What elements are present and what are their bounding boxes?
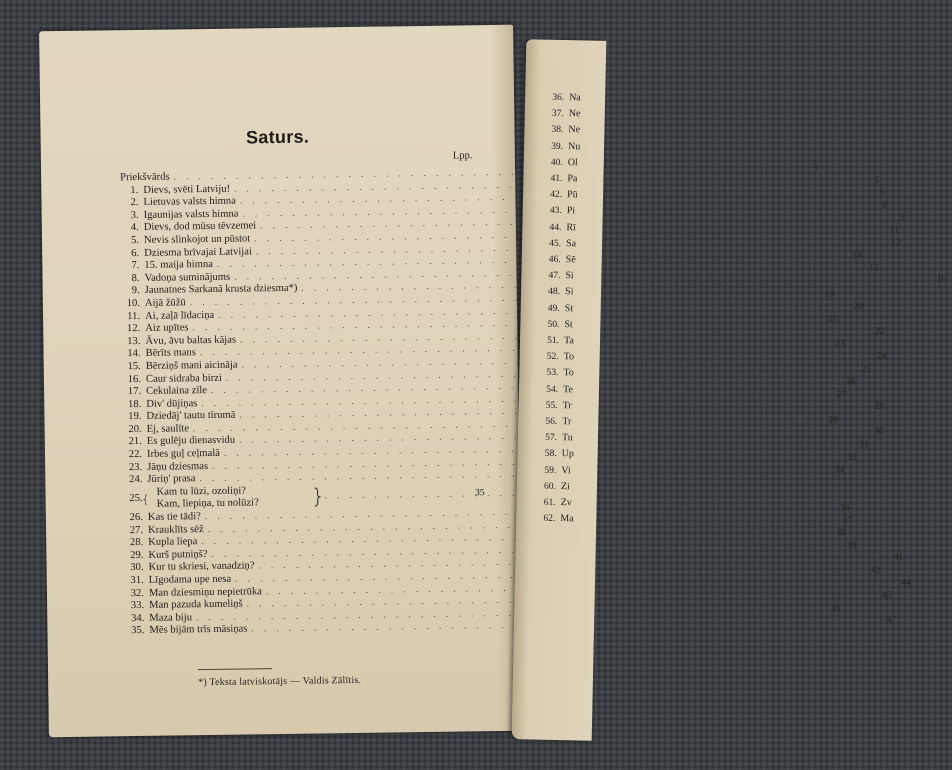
next-page-entry bbox=[541, 399, 572, 411]
toc-entry-title: Vadoņa suminājums bbox=[144, 271, 231, 284]
next-page-entry-number: 51. bbox=[547, 335, 560, 346]
toc-entry-number: 22. bbox=[128, 449, 143, 461]
toc-entry-page: 32 bbox=[847, 452, 857, 463]
next-page-entry bbox=[542, 335, 574, 347]
next-page-entry-number: 60. bbox=[543, 481, 557, 492]
next-page-entry-title: Si bbox=[564, 286, 574, 298]
toc-entry-number: 12. bbox=[126, 323, 141, 335]
toc-entry-number: 30. bbox=[130, 562, 144, 574]
toc-entry-number: 2. bbox=[130, 197, 139, 209]
toc-entry-number: 18. bbox=[127, 398, 142, 410]
next-page-entry bbox=[543, 302, 574, 314]
next-page-entry-number: 57. bbox=[545, 432, 558, 444]
toc-entry-page: 31 bbox=[859, 439, 869, 450]
next-book-page bbox=[512, 39, 607, 741]
toc-entry-page: 26 bbox=[846, 377, 856, 388]
toc-entry-number: 6. bbox=[131, 247, 140, 259]
next-page-entry-number: 50. bbox=[547, 319, 560, 330]
toc-entry-page: 47 bbox=[886, 615, 897, 626]
footnote-rule bbox=[198, 668, 272, 670]
toc-entry-number: 9. bbox=[131, 285, 140, 297]
toc-entry-number: 24. bbox=[129, 474, 143, 486]
next-page-entry-title: Sē bbox=[565, 254, 576, 266]
next-page-entry-number: 39. bbox=[551, 141, 564, 152]
toc-entry-title: Dziedāj' tautu tīrumā bbox=[146, 409, 236, 423]
next-page-entry bbox=[545, 189, 578, 201]
toc-entry-number: 28. bbox=[129, 537, 144, 549]
toc-entry-title: Kas tie tādi? bbox=[147, 511, 201, 523]
next-page-entry-title: Vi bbox=[561, 464, 571, 476]
toc-entry-title: Līgodama upe nesa bbox=[148, 573, 232, 586]
toc-entry-title: Jāņu dziesmas bbox=[147, 460, 209, 473]
toc-entry-number: 33. bbox=[130, 600, 145, 612]
next-page-entry bbox=[540, 448, 574, 460]
next-page-entry-title: Ol bbox=[567, 156, 578, 169]
toc-entry-title: Jūriņ' prasa bbox=[147, 473, 196, 486]
toc-entry-title: Dievs, dod mūsu tēvzemei bbox=[143, 220, 257, 234]
next-page-entry bbox=[539, 497, 572, 509]
toc-entry-title: Div' dūjiņas bbox=[146, 397, 198, 410]
toc-entry-page: 9 bbox=[900, 212, 905, 223]
toc-entry-title: Kurš putniņš? bbox=[148, 548, 208, 561]
toc-entry-page: 8 bbox=[882, 200, 888, 211]
next-page-entry-title: Sa bbox=[565, 237, 577, 250]
toc-entry-title: Kam tu lūzi, ozoliņi? bbox=[156, 485, 247, 498]
next-page-entry-title: St bbox=[564, 318, 573, 331]
toc-entry-page: 45 bbox=[881, 590, 892, 601]
toc-entry-title: Cekulaina zīle bbox=[146, 385, 208, 397]
toc-entry-page: 14 bbox=[852, 251, 862, 262]
toc-entry-title: Caur sidraba birzi bbox=[145, 372, 222, 385]
next-page-entry-title: Ne bbox=[568, 124, 581, 136]
toc-entry-page: 37 bbox=[842, 515, 853, 526]
next-page-entry-title: St bbox=[564, 302, 574, 314]
next-page-entry bbox=[540, 432, 573, 444]
toc-entry-page: 36 bbox=[839, 503, 850, 514]
next-page-entry bbox=[540, 416, 571, 428]
page-number-header: Lpp. bbox=[452, 150, 473, 162]
toc-entry-title: Dievs, svēti Latviju! bbox=[143, 183, 231, 196]
toc-entry-number: 25. bbox=[129, 492, 143, 504]
toc-entry-page: 29 bbox=[828, 415, 838, 426]
next-page-entry bbox=[543, 270, 574, 282]
toc-entry-number: 27. bbox=[129, 524, 144, 536]
toc-entry-page: 23 bbox=[835, 339, 845, 350]
toc-entry-page: 35 bbox=[475, 488, 485, 499]
dot-leader bbox=[325, 488, 459, 500]
toc-entry-page: 34 bbox=[834, 465, 845, 476]
next-page-entry-title: Zv bbox=[560, 497, 572, 509]
toc-entry-page: 3 bbox=[813, 163, 819, 174]
toc-entry-title: 15. maija himna bbox=[144, 259, 214, 272]
next-page-entry bbox=[541, 367, 574, 379]
toc-entry-title: Āvu, āvu baltas kājas bbox=[145, 334, 237, 347]
next-page-entry bbox=[545, 205, 576, 217]
next-page-entry-number: 49. bbox=[547, 303, 560, 314]
toc-entry-title: Ej, saulīte bbox=[146, 423, 190, 435]
next-page-entry bbox=[539, 480, 570, 492]
next-page-entry-number: 59. bbox=[544, 465, 557, 476]
toc-entry-number: 3. bbox=[130, 209, 139, 221]
next-page-entry-title: Tu bbox=[561, 432, 573, 444]
toc-entry-number: 31. bbox=[130, 574, 144, 587]
toc-entry-number: 15. bbox=[127, 360, 141, 373]
next-page-entry-number: 55. bbox=[545, 400, 558, 411]
next-page-entry-number: 40. bbox=[550, 157, 563, 168]
toc-entry-title: Kur tu skriesi, vanadziņ? bbox=[148, 560, 255, 574]
next-page-entry bbox=[543, 286, 574, 298]
next-page-entry-title: Pa bbox=[567, 173, 578, 185]
next-page-entry-number: 46. bbox=[548, 254, 561, 266]
toc-entry-title: Irbes guļ ceļmalā bbox=[146, 447, 221, 460]
toc-entry-title: Man dziesmiņu nepietrūka bbox=[148, 585, 262, 599]
left-brace bbox=[143, 487, 153, 512]
next-page-entry-number: 53. bbox=[546, 368, 559, 379]
toc-entry-page: 30 bbox=[874, 427, 884, 438]
next-page-entry-number: 62. bbox=[543, 513, 556, 525]
toc-entry-page: 28 bbox=[874, 401, 885, 412]
next-page-entry bbox=[547, 108, 581, 120]
toc-entry-title: Aiz upītes bbox=[145, 322, 189, 335]
toc-entry-number: 5. bbox=[130, 234, 140, 247]
toc-entry-number: 16. bbox=[127, 373, 142, 385]
toc-entry-page: 44 bbox=[901, 577, 911, 588]
next-page-entry-title: Te bbox=[562, 383, 573, 395]
toc-entry-title: Ai, zaļā līdaciņa bbox=[145, 309, 215, 322]
toc-entry-title: Krauklīts sēž bbox=[147, 523, 204, 536]
next-page-entry-number: 38. bbox=[551, 125, 564, 136]
toc-entry-title: Bērīts mans bbox=[145, 347, 197, 360]
toc-entry-page: 11 bbox=[889, 225, 900, 236]
toc-entry-number: 20. bbox=[128, 423, 142, 436]
toc-entry-pair bbox=[124, 482, 484, 512]
toc-entry-title: Maza biju bbox=[149, 612, 193, 624]
next-page-entry-number: 45. bbox=[549, 238, 562, 249]
next-page-entry-title: Up bbox=[561, 448, 575, 460]
toc-entry-title: Kupla liepa bbox=[148, 536, 198, 549]
next-page-entry bbox=[545, 173, 577, 185]
toc-entry-title: Bērziņš mani aicināja bbox=[145, 359, 238, 372]
next-page-entry bbox=[542, 351, 575, 363]
toc-entry-title: Jaunatnes Sarkanā krusta dziesma*) bbox=[144, 283, 298, 297]
toc-entry-number: 34. bbox=[130, 612, 145, 624]
toc-entry-page: 27 bbox=[836, 389, 847, 400]
next-page-entry-title: Ta bbox=[563, 335, 575, 347]
next-page-entry-title: Si bbox=[565, 270, 574, 282]
next-page-entry-number: 58. bbox=[544, 449, 557, 460]
next-page-entry bbox=[546, 140, 580, 152]
next-page-entry-number: 42. bbox=[550, 189, 563, 201]
toc-entry-page: 42 bbox=[870, 565, 880, 576]
toc-entry-number: 32. bbox=[130, 587, 145, 599]
next-page-entry-title: Rī bbox=[566, 221, 576, 233]
next-page-entry-number: 43. bbox=[549, 206, 562, 217]
next-page-entry-number: 61. bbox=[543, 497, 556, 508]
toc-entry-page: 6 bbox=[879, 187, 885, 198]
next-page-entry bbox=[539, 464, 571, 476]
right-brace bbox=[314, 485, 320, 508]
toc-entry-title: Priekšvārds bbox=[120, 171, 170, 184]
toc-entry-page: 20 bbox=[853, 301, 863, 312]
toc-entry-number: 19. bbox=[128, 411, 142, 423]
toc-entry-title: Nevis slinkojot un pūstot bbox=[143, 233, 251, 246]
next-page-entry-title: Ne bbox=[568, 108, 581, 120]
next-page-entry bbox=[546, 156, 578, 168]
toc-entry-number: 21. bbox=[128, 436, 142, 448]
next-page-entry-title: Tr bbox=[562, 399, 572, 412]
next-page-entry-title: Ma bbox=[560, 513, 574, 525]
footnote: *) Teksta latviskotājs — Valdis Zālītis. bbox=[198, 674, 362, 689]
toc-entry-page: 38 bbox=[836, 528, 847, 539]
next-page-entry bbox=[546, 124, 580, 136]
next-page-entry bbox=[538, 513, 574, 525]
toc-entry-page: 12 bbox=[890, 237, 901, 249]
toc-entry-page: 16 bbox=[936, 275, 947, 286]
toc-entry-number: 4. bbox=[130, 222, 139, 234]
next-page-entry bbox=[544, 237, 576, 249]
toc-entry-page: 15 bbox=[869, 263, 879, 274]
toc-entry-page: 21 bbox=[827, 314, 838, 325]
next-page-entry bbox=[544, 221, 576, 233]
toc-entry-number: 11. bbox=[127, 310, 141, 322]
next-page-entry-number: 41. bbox=[550, 173, 563, 185]
next-page-entry-number: 44. bbox=[549, 222, 562, 233]
toc-entry-page: 25 bbox=[860, 364, 871, 375]
next-page-entry-title: Na bbox=[569, 92, 581, 104]
next-page-entry-title: Zi bbox=[560, 480, 570, 493]
next-page-entry-title: Pū bbox=[566, 189, 578, 201]
next-page-entry-number: 37. bbox=[551, 108, 564, 120]
next-page-entry-number: 54. bbox=[546, 384, 559, 395]
next-page-entry bbox=[542, 318, 573, 330]
next-page-entry-number: 47. bbox=[548, 270, 561, 282]
toc-entry-page: 22 bbox=[875, 326, 885, 337]
next-page-entry bbox=[541, 383, 573, 395]
toc-entry-page: 45 bbox=[831, 603, 841, 615]
toc-entry-page: 5 bbox=[873, 175, 879, 186]
next-page-entry-title: Tr bbox=[562, 416, 572, 428]
toc-entry-title: Dziesma brīvajai Latvijai bbox=[144, 245, 252, 259]
next-page-entry-number: 48. bbox=[548, 287, 561, 298]
next-page-entry bbox=[544, 254, 576, 266]
toc-entry-number: 7. bbox=[131, 260, 140, 272]
next-page-entry-number: 36. bbox=[552, 92, 565, 104]
toc-entry-number: 14. bbox=[127, 348, 141, 360]
page-title: Saturs. bbox=[245, 126, 310, 148]
toc-entry-number: 23. bbox=[128, 461, 143, 473]
toc-entry-title: Aijā žūžū bbox=[144, 297, 186, 309]
toc-entry-title: Es gulēju dienasvidu bbox=[146, 435, 236, 448]
toc-entry-title: Mēs bijām trīs māsiņas bbox=[149, 623, 248, 637]
next-page-entry bbox=[547, 92, 581, 104]
toc-entry-page: 39 bbox=[846, 540, 857, 551]
toc-entry-number: 29. bbox=[130, 549, 144, 561]
toc-entry-number: 26. bbox=[129, 511, 143, 524]
toc-entry-number: 10. bbox=[126, 297, 140, 310]
toc-entry-title: Kam, liepiņa, tu nolūzi? bbox=[156, 497, 259, 511]
toc-entry-number: 35. bbox=[131, 625, 145, 637]
toc-entry-number: 17. bbox=[127, 386, 142, 398]
toc-entry-number: 1. bbox=[130, 184, 139, 196]
next-page-entry-number: 52. bbox=[546, 351, 559, 363]
toc-entry-page: 24 bbox=[876, 351, 887, 362]
next-page-entry-title: Pi bbox=[566, 205, 576, 217]
next-page-entry-title: Nu bbox=[567, 140, 581, 152]
toc-entry-page: 19 bbox=[824, 289, 835, 300]
next-page-entry-title: To bbox=[563, 367, 574, 379]
toc-entry-title: Lietuvas valsts himna bbox=[143, 195, 236, 209]
toc-entry-number: 13. bbox=[127, 335, 141, 347]
toc-entry-number: 8. bbox=[131, 272, 140, 284]
next-page-entry-title: To bbox=[563, 351, 575, 363]
toc-entry-title: Igaunijas valsts himna bbox=[143, 208, 239, 221]
toc-entry-page: 41 bbox=[893, 552, 904, 563]
toc-entry-title: Man pazuda kumeliņš bbox=[149, 598, 243, 612]
next-page-entry-number: 56. bbox=[545, 416, 558, 427]
